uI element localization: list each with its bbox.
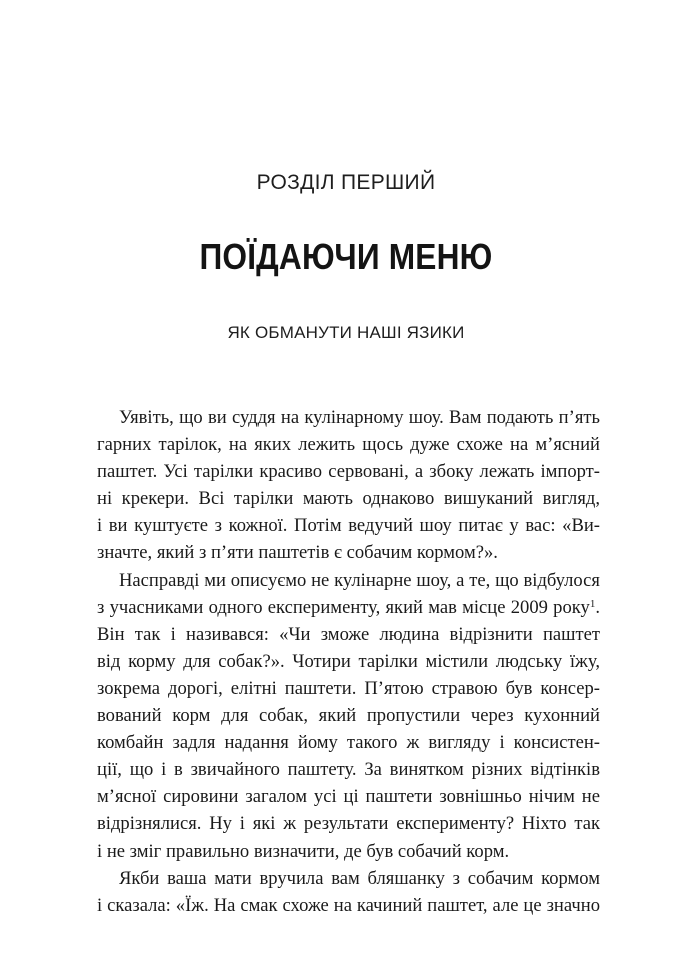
text-line: м’ясної сировини загалом усі ці паштети зовнішньо нічим не (97, 786, 600, 808)
text-line: значте, який з п’яти паштетів є собачим кормом?». (97, 542, 498, 564)
text-line: відрізнялися. Ну і які ж результати експерименту? Ніхто так (97, 813, 600, 835)
text-line-content: з учасниками одного експерименту, який мав місце 2009 року (97, 596, 590, 618)
text-line: вований корм для собак, який пропустили через кухонний (97, 705, 600, 727)
text-line: Уявіть, що ви суддя на кулінарному шоу. Вам подають п’ять (119, 407, 600, 428)
body-text (97, 404, 600, 919)
chapter-subtitle: ЯК ОБМАНУТИ НАШІ ЯЗИКИ (227, 323, 465, 342)
paragraph (97, 404, 600, 567)
footnote-marker[interactable]: 1 (589, 597, 596, 610)
text-line: Насправді ми описуємо не кулінарне шоу, а те, що відбулося (119, 569, 600, 591)
text-line-with-footnote: з учасниками одного експерименту, який мав місце 2009 року$^1$. (97, 596, 600, 618)
text-line: гарних тарілок, на яких лежить щось дуже схоже на м’ясний (97, 434, 600, 456)
text-line: від корму для собак?». Чотири тарілки містили людську їжу, (97, 650, 600, 672)
text-line: і не зміг правильно визначити, де був собачий корм. (97, 840, 510, 862)
text-line: паштет. Усі тарілки красиво сервовані, а збоку лежать імпорт- (97, 461, 600, 483)
text-line: і сказала: «Їж. На смак схоже на качиний паштет, але це значно (97, 894, 600, 916)
text-line: Якби ваша мати вручила вам бляшанку з собачим кормом (119, 867, 600, 889)
text-line: зокрема дорогі, елітні паштети. П’ятою стравою був консер- (97, 677, 600, 699)
paragraph (97, 567, 600, 865)
text-line: і ви куштуєте з кожної. Потім ведучий шоу питає у вас: «Ви- (97, 515, 600, 537)
text-line: комбайн задля надання йому такого ж вигляду і консистен- (97, 732, 600, 754)
paragraph (97, 865, 600, 919)
text-line: ні крекери. Всі тарілки мають однаково вишуканий вигляд, (97, 488, 600, 510)
text-line: Він так і називався: «Чи зможе людина відрізнити паштет (97, 623, 600, 645)
chapter-title: ПОЇДАЮЧИ МЕНЮ (199, 236, 493, 277)
chapter-label: РОЗДІЛ ПЕРШИЙ (256, 171, 436, 194)
text-line: ції, що і в звичайного паштету. За винятком різних відтінків (97, 759, 600, 781)
